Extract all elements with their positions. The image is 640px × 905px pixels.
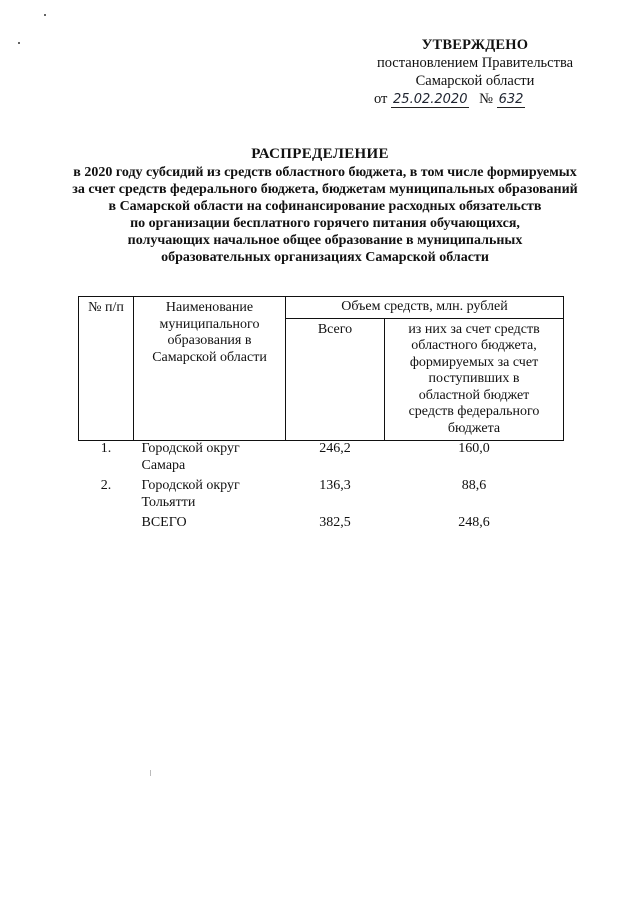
- subtitle-line: образовательных организациях Самарской области: [161, 250, 489, 265]
- document-title: РАСПРЕДЕЛЕНИЕ: [251, 146, 389, 162]
- handwritten-number: 632: [498, 92, 524, 107]
- scan-speck: [44, 14, 46, 16]
- distribution-table: [78, 296, 564, 536]
- summary-label: ВСЕГО: [141, 515, 187, 530]
- approval-line-2: Самарской области: [415, 73, 535, 89]
- subtitle-line: получающих начальное общее образование в муниципальных: [127, 233, 523, 248]
- table-summary-row: [79, 515, 564, 536]
- document-subtitle: [60, 164, 590, 266]
- header-number: № п/п: [79, 297, 134, 441]
- subtitle-line: по организации бесплатного горячего питания обучающихся,: [130, 216, 520, 231]
- row-total: 136,3: [319, 478, 351, 493]
- approval-title: УТВЕРЖДЕНО: [421, 37, 529, 53]
- date-prefix: от: [374, 91, 388, 107]
- row-number: 2.: [100, 478, 112, 493]
- number-prefix: №: [479, 91, 493, 107]
- table-row: [79, 441, 564, 479]
- row-total: 246,2: [319, 441, 351, 456]
- approval-block: [360, 36, 590, 109]
- scan-mark: [150, 770, 151, 776]
- row-federal: 88,6: [461, 478, 487, 493]
- subtitle-line: в 2020 году субсидий из средств областного бюджета, в том числе формируемых: [73, 165, 577, 180]
- row-federal: 160,0: [458, 441, 490, 456]
- subtitle-line: в Самарской области на софинансирование расходных обязательств: [108, 199, 542, 214]
- row-name: Городской округ Тольятти: [141, 478, 240, 510]
- header-federal: из них за счет средств областного бюджета, формируемых за счет поступивших в областной бюджет средств федерального бюджета: [385, 318, 564, 441]
- summary-federal: 248,6: [458, 515, 490, 530]
- approval-line-1: постановлением Правительства: [376, 55, 574, 71]
- approval-date-line: [360, 90, 590, 109]
- header-amount-group: Объем средств, млн. рублей: [286, 297, 564, 319]
- summary-total: 382,5: [319, 515, 351, 530]
- table-header-row: [79, 297, 564, 319]
- header-name: Наименование муниципального образования в Самарской области: [134, 297, 286, 441]
- table-row: [79, 478, 564, 515]
- header-total: Всего: [286, 318, 385, 441]
- scan-speck: [18, 42, 20, 44]
- handwritten-date: 25.02.2020: [393, 92, 468, 107]
- subtitle-line: за счет средств федерального бюджета, бюджетам муниципальных образований: [72, 182, 578, 197]
- row-name: Городской округ Самара: [141, 441, 240, 473]
- row-number: 1.: [100, 441, 112, 456]
